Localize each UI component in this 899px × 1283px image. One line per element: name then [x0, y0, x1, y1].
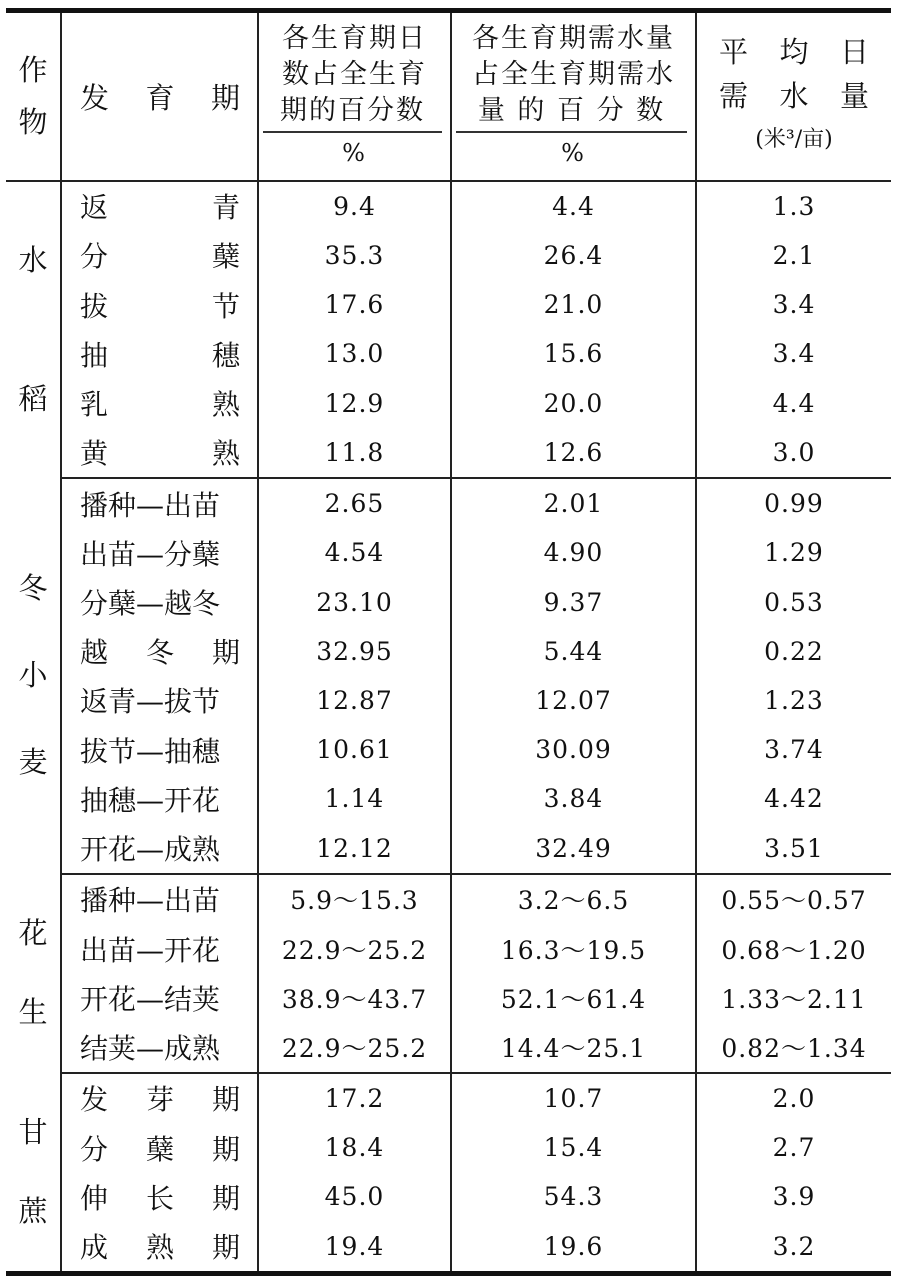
table-row: [6, 329, 891, 378]
crop-name: 花 生: [6, 874, 61, 1073]
stage-name: 抽 穗: [61, 329, 258, 378]
header-water-pct-unit: %: [561, 139, 586, 168]
days-pct-cell: 19.4: [258, 1221, 451, 1273]
header-water-pct: 各生育期需水量 占全生育期需水 量 的 百 分 数 %: [451, 11, 696, 181]
table-row: [6, 528, 891, 577]
daily-water-cell: 1.3: [772, 191, 816, 221]
stage-name: 出苗—开花: [61, 924, 258, 973]
daily-water-cell: 1.29: [764, 538, 824, 568]
table-row: [6, 577, 891, 626]
stage-name: 出苗—分蘖: [61, 528, 258, 577]
table-row: [6, 1221, 891, 1273]
days-pct-cell: 22.9～25.2: [258, 924, 451, 973]
water-pct-cell: 20.0: [451, 378, 696, 427]
stage-name: 分 蘖: [61, 231, 258, 280]
table-row: [6, 874, 891, 924]
water-pct-cell: 21.0: [451, 280, 696, 329]
header-days-pct: 各生育期日 数占全生育 期的百分数 %: [258, 11, 451, 181]
table-row: [6, 973, 891, 1022]
water-pct-cell: 9.37: [451, 577, 696, 626]
water-pct-cell: 3.2～6.5: [451, 874, 696, 924]
days-pct-cell: 18.4: [258, 1123, 451, 1172]
table-row: [6, 378, 891, 427]
water-pct-cell: 19.6: [451, 1221, 696, 1273]
stage-name: 开花—结荚: [61, 973, 258, 1022]
stage-name: 返 青: [61, 181, 258, 231]
days-pct-cell: 38.9～43.7: [258, 973, 451, 1022]
table-row: [6, 1022, 891, 1072]
stage-name: 抽穗—开花: [61, 774, 258, 823]
table-row: [6, 478, 891, 528]
daily-water-cell: 3.9: [772, 1182, 816, 1212]
stage-name: 分蘖—越冬: [61, 577, 258, 626]
water-pct-cell: 5.44: [451, 627, 696, 676]
stage-name: 成 熟 期: [61, 1221, 258, 1273]
table-row: [6, 774, 891, 823]
days-pct-cell: 22.9～25.2: [258, 1022, 451, 1072]
days-pct-cell: 11.8: [258, 428, 451, 478]
days-pct-cell: 23.10: [258, 577, 451, 626]
water-pct-cell: 26.4: [451, 231, 696, 280]
stage-name: 结荚—成熟: [61, 1022, 258, 1072]
days-pct-cell: 4.54: [258, 528, 451, 577]
table-row: [6, 1123, 891, 1172]
water-pct-cell: 4.4: [451, 181, 696, 231]
daily-water-cell: 3.4: [772, 290, 816, 320]
days-pct-cell: 12.9: [258, 378, 451, 427]
header-daily-water: 平 均 日 需 水 量 (米³/亩): [696, 11, 891, 181]
table-row: [6, 924, 891, 973]
header-row: [6, 11, 891, 181]
water-pct-cell: 15.4: [451, 1123, 696, 1172]
daily-water-cell: 4.42: [764, 784, 824, 814]
days-pct-cell: 32.95: [258, 627, 451, 676]
table-row: [6, 676, 891, 725]
table-row: [6, 823, 891, 873]
stage-name: 拔 节: [61, 280, 258, 329]
crop-name: 冬 小 麦: [6, 478, 61, 874]
daily-water-cell: 2.1: [772, 240, 816, 270]
crop-name: 甘 蔗: [6, 1073, 61, 1274]
daily-water-cell: 3.2: [696, 1221, 891, 1273]
stage-name: 返青—拔节: [61, 676, 258, 725]
table-row: [6, 280, 891, 329]
table-row: [6, 627, 891, 676]
daily-water-cell: 3.51: [696, 823, 891, 873]
table-container: [6, 8, 891, 1276]
table-row: [6, 428, 891, 478]
table-row: [6, 181, 891, 231]
header-days-pct-unit: %: [342, 139, 367, 168]
daily-water-cell: 0.55～0.57: [721, 886, 867, 916]
stage-name: 播种—出苗: [61, 874, 258, 924]
water-pct-cell: 52.1～61.4: [451, 973, 696, 1022]
daily-water-cell: 1.23: [764, 685, 824, 715]
crop-name: 水 稻: [6, 181, 61, 478]
daily-water-cell: 1.33～2.11: [721, 984, 867, 1014]
table-row: [6, 1172, 891, 1221]
water-pct-cell: 54.3: [451, 1172, 696, 1221]
stage-name: 开花—成熟: [61, 823, 258, 873]
water-pct-cell: 2.01: [451, 478, 696, 528]
days-pct-cell: 2.65: [258, 478, 451, 528]
header-daily-unit: (米³/亩): [755, 127, 833, 153]
stage-name: 黄 熟: [61, 428, 258, 478]
days-pct-cell: 17.2: [258, 1073, 451, 1123]
stage-name: 乳 熟: [61, 378, 258, 427]
water-requirement-table: [6, 8, 891, 1276]
table-row: [6, 725, 891, 774]
header-stage: 发 育 期: [61, 11, 258, 181]
water-pct-cell: 30.09: [451, 725, 696, 774]
stage-name: 播种—出苗: [61, 478, 258, 528]
daily-water-cell: 0.99: [764, 489, 824, 519]
water-pct-cell: 12.6: [451, 428, 696, 478]
days-pct-cell: 35.3: [258, 231, 451, 280]
days-pct-cell: 5.9～15.3: [258, 874, 451, 924]
table-row: [6, 231, 891, 280]
daily-water-cell: 3.74: [764, 735, 824, 765]
days-pct-cell: 17.6: [258, 280, 451, 329]
daily-water-cell: 0.68～1.20: [721, 935, 867, 965]
days-pct-cell: 12.87: [258, 676, 451, 725]
stage-name: 发 芽 期: [61, 1073, 258, 1123]
daily-water-cell: 0.22: [764, 636, 824, 666]
days-pct-cell: 12.12: [258, 823, 451, 873]
water-pct-cell: 3.84: [451, 774, 696, 823]
stage-name: 越 冬 期: [61, 627, 258, 676]
water-pct-cell: 12.07: [451, 676, 696, 725]
water-pct-cell: 15.6: [451, 329, 696, 378]
header-crop: 作 物: [6, 11, 61, 181]
stage-name: 拔节—抽穗: [61, 725, 258, 774]
daily-water-cell: 2.0: [772, 1083, 816, 1113]
water-pct-cell: 32.49: [451, 823, 696, 873]
daily-water-cell: 3.4: [772, 339, 816, 369]
days-pct-cell: 13.0: [258, 329, 451, 378]
daily-water-cell: 3.0: [696, 428, 891, 478]
days-pct-cell: 10.61: [258, 725, 451, 774]
daily-water-cell: 0.53: [764, 587, 824, 617]
days-pct-cell: 1.14: [258, 774, 451, 823]
days-pct-cell: 9.4: [258, 181, 451, 231]
days-pct-cell: 45.0: [258, 1172, 451, 1221]
daily-water-cell: 4.4: [772, 388, 816, 418]
water-pct-cell: 14.4～25.1: [451, 1022, 696, 1072]
table-body: [6, 181, 891, 1274]
water-pct-cell: 16.3～19.5: [451, 924, 696, 973]
stage-name: 分 蘖 期: [61, 1123, 258, 1172]
daily-water-cell: 0.82～1.34: [696, 1022, 891, 1072]
stage-name: 伸 长 期: [61, 1172, 258, 1221]
water-pct-cell: 4.90: [451, 528, 696, 577]
water-pct-cell: 10.7: [451, 1073, 696, 1123]
table-row: [6, 1073, 891, 1123]
daily-water-cell: 2.7: [772, 1133, 816, 1163]
